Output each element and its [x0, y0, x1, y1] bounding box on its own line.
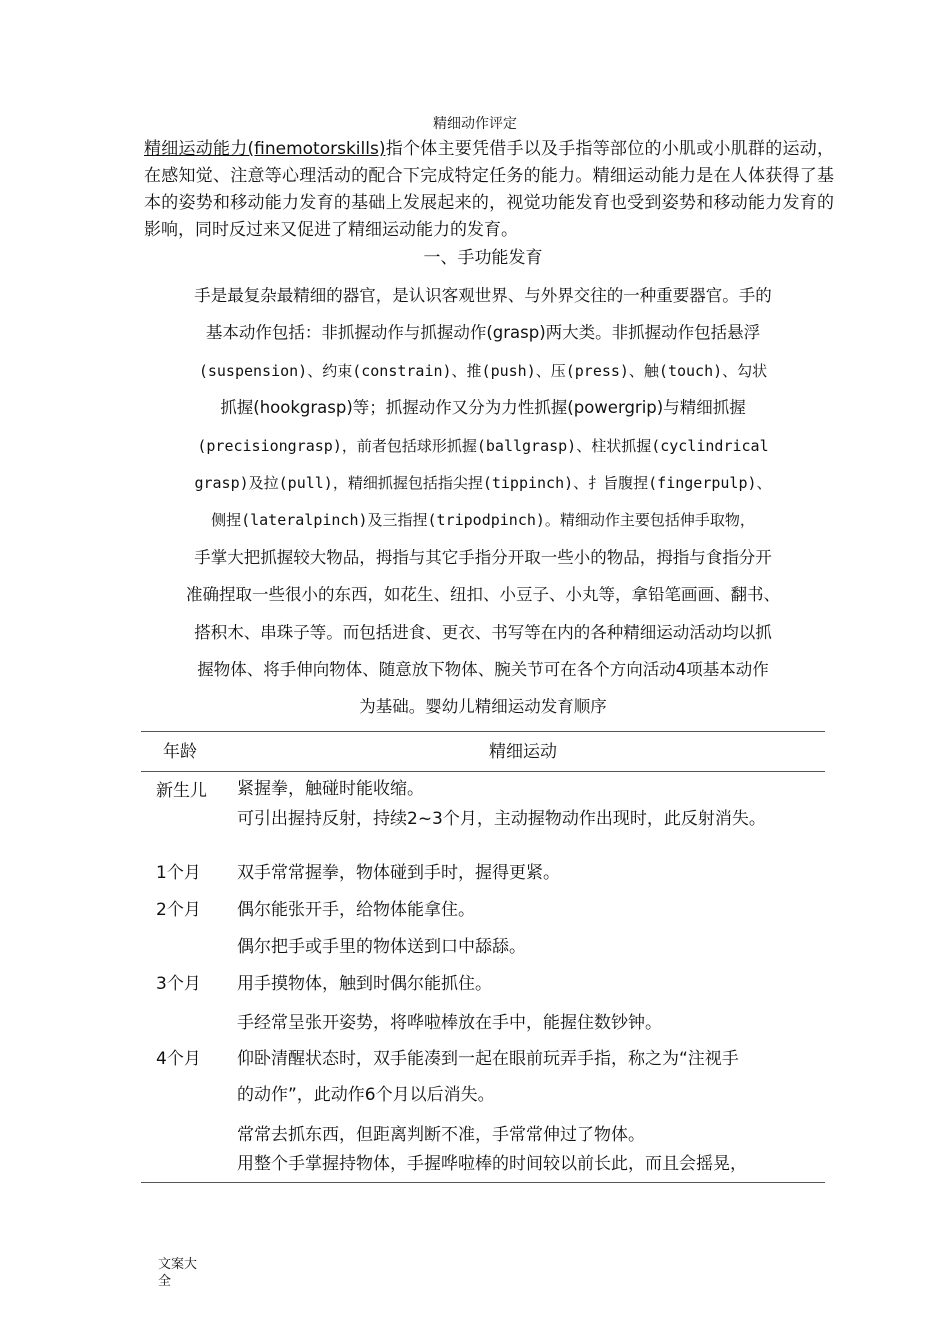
- section-heading: 一、手功能发育: [423, 248, 543, 268]
- table-row-age: 新生儿: [156, 781, 207, 801]
- table-cell: 双手常常握拳，物体碰到手时，握得更紧。: [237, 863, 560, 883]
- body-line: 手是最复杂最精细的器官，是认识客观世界、与外界交往的一种重要器官。手的: [194, 286, 772, 305]
- body-line: (precisiongrasp)，前者包括球形抓握(ballgrasp)、柱状抓握(cyclindrical: [197, 436, 769, 455]
- body-paragraph: [0, 282, 950, 731]
- table-cell: 用手摸物体，触到时偶尔能抓住。: [237, 974, 492, 994]
- body-line: 基本动作包括：非抓握动作与抓握动作(grasp)两大类。非抓握动作包括悬浮: [205, 323, 761, 343]
- table-cell: 常常去抓东西，但距离判断不准，手常常伸过了物体。: [237, 1125, 645, 1145]
- intro-text: 指个体主要凭借手以及手指等部位的小肌或小肌群的运动，在感知觉、注意等心理活动的配合下完成特定任务的能力。精细运动能力是在人体获得了基本的姿势和移动能力发育的基础上发展起来的，视觉功能发育也受到姿势和移动能力发育的影响，同时反过来又促进了精细运动能力的发育。: [144, 139, 835, 240]
- table-cell: 用整个手掌握持物体，手握哗啦棒的时间较以前长此，而且会摇晃，: [237, 1154, 747, 1174]
- body-line: 为基础。婴幼儿精细运动发育顺序: [359, 697, 607, 717]
- page-title: 精细动作评定: [433, 116, 517, 132]
- body-line: grasp)及拉(pull)，精细抓握包括指尖捏(tippinch)、扌旨腹捏(fingerpulp)、: [194, 473, 772, 492]
- body-line: 手掌大把抓握较大物品，拇指与其它手指分开取一些小的物品，拇指与食指分开: [194, 547, 772, 567]
- table-cell: 偶尔把手或手里的物体送到口中舔舔。: [237, 937, 526, 957]
- body-line: 搭积木、串珠子等。而包括进食、更衣、书写等在内的各种精细运动活动均以抓: [194, 622, 772, 642]
- body-line: 握物体、将手伸向物体、随意放下物体、腕关节可在各个方向活动4项基本动作: [197, 659, 769, 679]
- table-bottom-rule: [141, 1182, 825, 1183]
- table-header-motor: 精细运动: [489, 742, 557, 762]
- table-top-rule: [141, 731, 825, 732]
- body-line: 侧捏(lateralpinch)及三指捏(tripodpinch)。精细动作主要包括伸手取物，: [211, 511, 755, 530]
- table-cell: 手经常呈张开姿势，将哗啦棒放在手中，能握住数钞钟。: [237, 1013, 662, 1033]
- table-header-rule: [141, 771, 825, 772]
- body-line: 抓握(hookgrasp)等；抓握动作又分为力性抓握(powergrip)与精细抓握: [220, 398, 746, 418]
- footer-text: 文案大全: [158, 1257, 198, 1289]
- table-cell: 仰卧清醒状态时，双手能凑到一起在眼前玩弄手指，称之为“注视手: [237, 1049, 739, 1069]
- body-line: 准确捏取一些很小的东西，如花生、纽扣、小豆子、小丸等，拿铅笔画画、翻书、: [186, 585, 780, 605]
- table-header-age: 年龄: [163, 742, 197, 762]
- body-line: (suspension)、约束(constrain)、推(push)、压(press)、触(touch)、勾状: [198, 361, 768, 380]
- table-cell: 的动作”，此动作6个月以后消失。: [237, 1085, 495, 1105]
- intro-term: 精细运动能力(finemotorskills): [144, 139, 386, 159]
- table-row-age: 1个月: [156, 863, 201, 883]
- table-cell: 偶尔能张开手，给物体能拿住。: [237, 900, 475, 920]
- table-row-age: 3个月: [156, 974, 201, 994]
- table-row-age: 2个月: [156, 900, 201, 920]
- table-row-age: 4个月: [156, 1049, 201, 1069]
- table-cell: 紧握拳，触碰时能收缩。: [237, 779, 424, 799]
- intro-paragraph: [144, 136, 834, 244]
- table-cell-clipped: 可引出握持反射，持续2~3个月，主动握物动作出现时，此反射消失。: [237, 809, 766, 829]
